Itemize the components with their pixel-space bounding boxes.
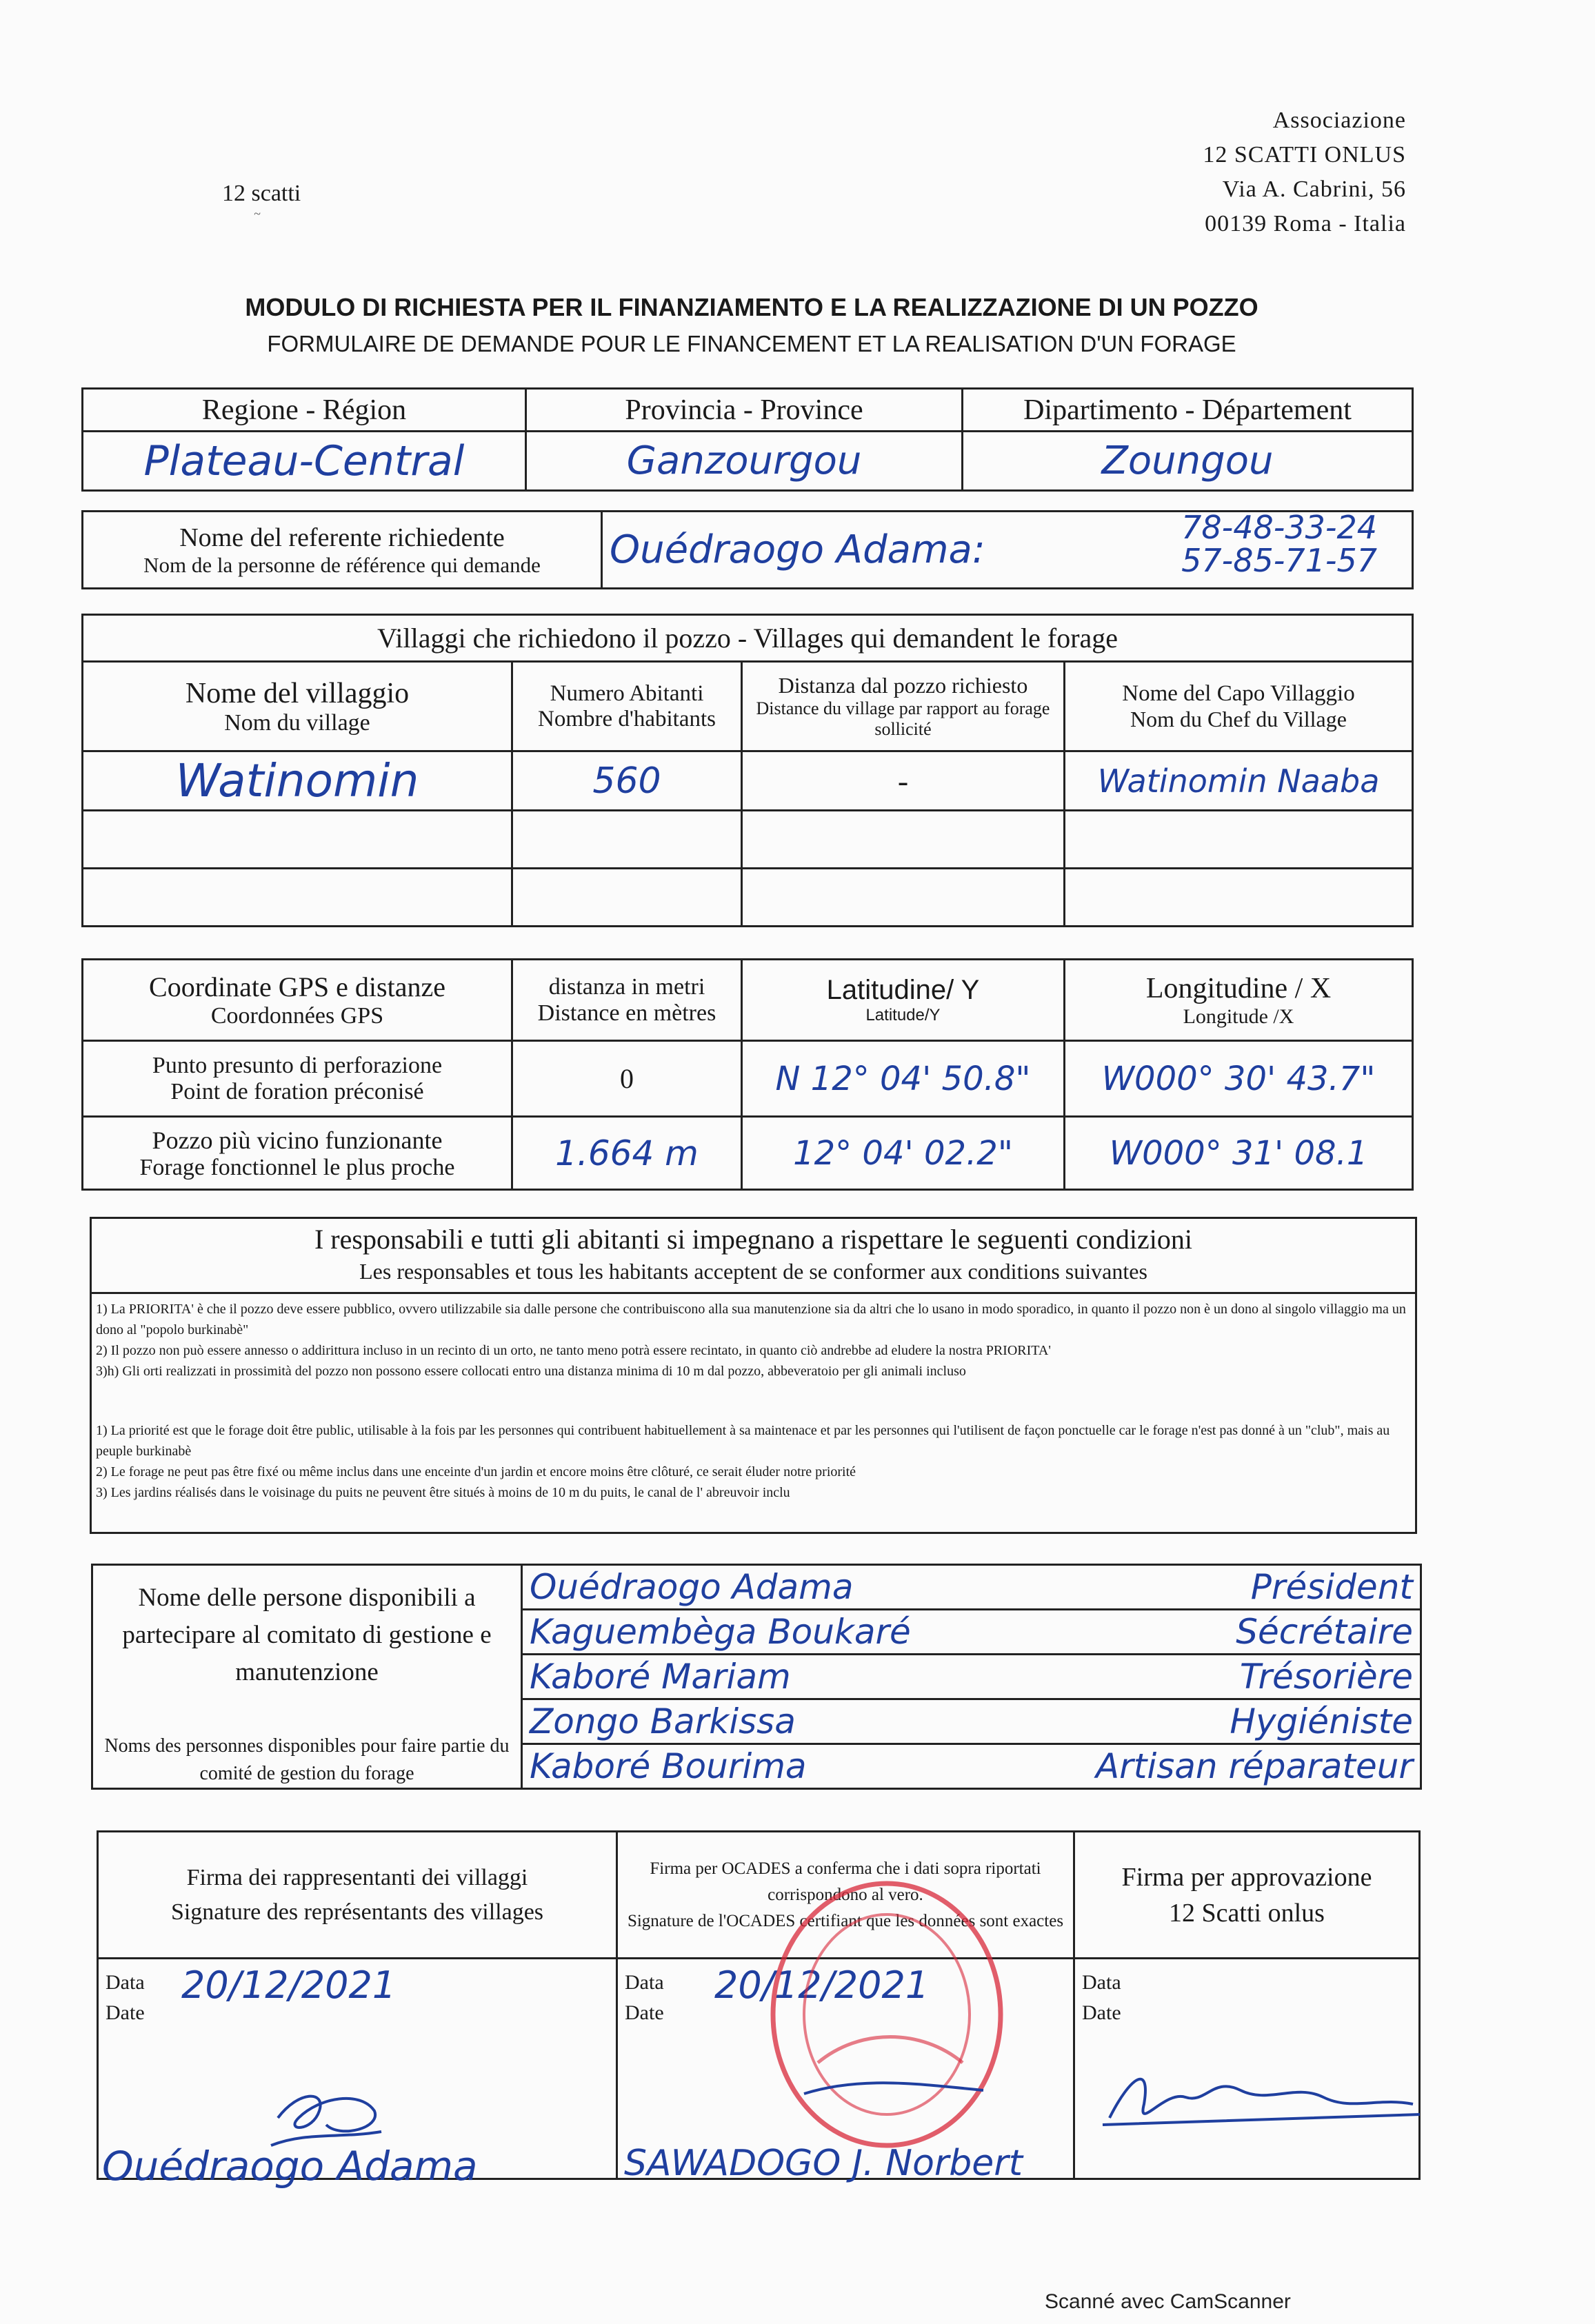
gps-longitude: W000° 31' 08.1 [1065, 1117, 1413, 1190]
table-row [83, 1041, 1413, 1117]
village-name-header-it: Nome del villaggio [185, 677, 410, 709]
committee-member-name: Kaboré Bourima [530, 1746, 807, 1786]
gps-header-it: Coordinate GPS e distanze [149, 971, 445, 1002]
sig-date-2: 20/12/2021 [714, 1963, 930, 2007]
address-line-1: Associazione [1272, 108, 1406, 133]
condition-fr-2: 2) Le forage ne peut pas être fixé ou même inclus dans une enceinte d'un jardin et encore moins être clôturé, ce serait éluder notre priorité [96, 1464, 856, 1479]
sig-col3-header [1074, 1832, 1420, 1959]
address-line-4: 00139 Roma - Italia [1205, 211, 1406, 236]
village-inhabitants: 560 [512, 751, 742, 811]
sig-col2-it: Firma per OCADES a conferma che i dati sopra riportati corrispondono al vero. [650, 1859, 1041, 1904]
condition-it-1: 1) La PRIORITA' è che il pozzo deve essere pubblico, ovvero utilizzabile sia dalle persone che contribuiscono alla sua manutenzione sia da altri che lo usano in modo sporadico, in quanto il pozzo non è un dono al singolo villaggio ma un dono al "popolo burkinabè" [96, 1302, 1406, 1337]
sig-col2-fr: Signature de l'OCADES certifiant que les données sont exactes [627, 1911, 1064, 1930]
gps-table [81, 958, 1414, 1191]
referent-label-fr: Nom de la personne de référence qui demande [143, 552, 541, 577]
committee-member-name: Kaguembèga Boukaré [530, 1612, 911, 1652]
gps-latitude: 12° 04' 02.2" [742, 1117, 1065, 1190]
longitude-header-fr: Longitude /X [1183, 1004, 1294, 1028]
committee-member-role: Président [1250, 1567, 1413, 1607]
signer-name-1: Ouédraogo Adama [102, 2143, 478, 2190]
latitude-header [742, 960, 1065, 1041]
address-line-2: 12 SCATTI ONLUS [1203, 142, 1406, 168]
village-name-header [83, 662, 512, 751]
data-label: Data [625, 1971, 664, 1994]
signature-mark [1089, 2049, 1434, 2145]
chief-header-fr: Nom du Chef du Village [1130, 706, 1347, 731]
referent-value-cell [602, 509, 1413, 589]
committee-label-fr: Noms des personnes disponibles pour faire partie du comité de gestion du forage [104, 1735, 510, 1784]
address-line-3: Via A. Cabrini, 56 [1222, 176, 1406, 202]
committee-member-role: Hygiéniste [1230, 1701, 1413, 1741]
gps-row-label-it: Punto presunto di perforazione [152, 1052, 443, 1078]
condition-fr-3: 3) Les jardins réalisés dans le voisinage du puits ne peuvent être situés à moins de 10 m du puits, le canal de l' abreuvoir inclu [96, 1485, 790, 1500]
signer-name-2: SAWADOGO J. Norbert [624, 2143, 1023, 2184]
sig-col1-header [98, 1832, 617, 1959]
village-distance: - [742, 751, 1065, 811]
committee-member [522, 1655, 1421, 1699]
date-label: Date [625, 2001, 664, 2024]
gps-row-label [83, 1041, 512, 1117]
distance-header-fr: Distance du village par rapport au forage sollicité [756, 698, 1050, 739]
department-label: Dipartimento - Département [963, 389, 1413, 432]
location-table [81, 387, 1414, 492]
chief-header-it: Nome del Capo Villaggio [1122, 680, 1355, 706]
referent-table [81, 510, 1414, 589]
conditions-title-fr: Les responsables et tous les habitants acceptent de se conformer aux conditions suivantes [359, 1259, 1147, 1284]
province-value: Ganzourgou [526, 432, 963, 491]
address-block [1203, 103, 1406, 241]
committee-member [522, 1744, 1421, 1789]
conditions-box [90, 1217, 1417, 1534]
gps-distance: 1.664 m [512, 1117, 742, 1190]
referent-phone-1: 78-48-33-24 [1181, 509, 1377, 546]
sig-date-1: 20/12/2021 [181, 1963, 397, 2007]
chief-header [1065, 662, 1413, 751]
longitude-header [1065, 960, 1413, 1041]
longitude-header-it: Longitudine / X [1145, 972, 1332, 1004]
sig-col1-it: Firma dei rappresentanti dei villaggi [186, 1864, 528, 1890]
gps-row-label-it: Pozzo più vicino funzionante [152, 1126, 443, 1154]
committee-table [91, 1564, 1422, 1790]
gps-header-fr: Coordonnées GPS [210, 1003, 384, 1029]
committee-member-name: Zongo Barkissa [530, 1701, 796, 1741]
committee-member-role: Artisan réparateur [1095, 1746, 1413, 1786]
village-chief: Watinomin Naaba [1065, 751, 1413, 811]
data-label: Data [1082, 1971, 1121, 1994]
table-row [83, 1117, 1413, 1190]
condition-fr-1: 1) La priorité est que le forage doit être public, utilisable à la fois par les personnes qui contribuent habituellement à sa maintenace et par les personnes qui l'utilisent de façon ponctuelle car le forage n'est pas donné à un "club", mais au peuple burkinabè [96, 1423, 1390, 1459]
villages-table [81, 614, 1414, 927]
distance-header [742, 662, 1065, 751]
conditions-fr [96, 1420, 1411, 1503]
sig-col1-fr: Signature des représentants des villages [170, 1899, 544, 1925]
table-row [83, 811, 1413, 869]
committee-member [522, 1699, 1421, 1744]
signatures-table [97, 1830, 1421, 2180]
referent-value: Ouédraogo Adama: [610, 527, 985, 572]
inhabitants-header-it: Numero Abitanti [550, 680, 704, 706]
date-label: Date [106, 2001, 145, 2024]
gps-latitude: N 12° 04' 50.8" [742, 1041, 1065, 1117]
inhabitants-header [512, 662, 742, 751]
committee-member [522, 1610, 1421, 1655]
gps-distance-header-fr: Distance en mètres [537, 1000, 716, 1026]
committee-label [92, 1565, 522, 1789]
form-title-it: MODULO DI RICHIESTA PER IL FINANZIAMENTO E LA REALIZZAZIONE DI UN POZZO [245, 293, 1258, 321]
sig-col3-org: 12 Scatti onlus [1169, 1898, 1325, 1928]
scanner-footer: Scanné avec CamScanner [1045, 2290, 1291, 2313]
logo: 12 scatti ~ [222, 181, 301, 221]
village-name: Watinomin [83, 751, 512, 811]
gps-longitude: W000° 30' 43.7" [1065, 1041, 1413, 1117]
ocades-stamp-icon [763, 1856, 1011, 2159]
conditions-it [96, 1299, 1411, 1382]
condition-it-3: 3)h) Gli orti realizzati in prossimità del pozzo non possono essere collocati entro una distanza minima di 10 m dal pozzo, abbeveratoio per gli animali incluso [96, 1364, 966, 1379]
gps-distance: 0 [512, 1041, 742, 1117]
logo-text: 12 scatti [222, 181, 301, 206]
table-row [83, 751, 1413, 811]
gps-row-label-fr: Forage fonctionnel le plus proche [139, 1154, 455, 1180]
region-value: Plateau-Central [83, 432, 526, 491]
committee-member-name: Kaboré Mariam [530, 1657, 791, 1697]
sig-col3-it: Firma per approvazione [1121, 1862, 1372, 1892]
province-label: Provincia - Province [526, 389, 963, 432]
villages-title: Villaggi che richiedono il pozzo - Villages qui demandent le forage [83, 615, 1413, 662]
data-label: Data [106, 1971, 145, 1994]
latitude-header-fr: Latitude/Y [865, 1006, 941, 1024]
table-row [83, 869, 1413, 927]
department-value: Zoungou [963, 432, 1413, 491]
referent-phones [1181, 511, 1377, 577]
gps-distance-header [512, 960, 742, 1041]
region-label: Regione - Région [83, 389, 526, 432]
form-title-fr: FORMULAIRE DE DEMANDE POUR LE FINANCEMENT ET LA REALISATION D'UN FORAGE [267, 331, 1236, 356]
village-name-header-fr: Nom du village [224, 709, 370, 736]
gps-row-label [83, 1117, 512, 1190]
gps-row-label-fr: Point de foration préconisé [170, 1078, 424, 1104]
committee-member-role: Trésorière [1239, 1657, 1413, 1697]
committee-member [522, 1565, 1421, 1610]
committee-member-name: Ouédraogo Adama [530, 1567, 854, 1607]
gps-header [83, 960, 512, 1041]
committee-member-role: Sécrétaire [1236, 1612, 1413, 1652]
date-label: Date [1082, 2001, 1121, 2024]
divider [92, 1292, 1415, 1294]
referent-label [83, 512, 602, 589]
sig-col3-body [1074, 1959, 1420, 2179]
referent-phone-2: 57-85-71-57 [1181, 542, 1377, 579]
condition-it-2: 2) Il pozzo non può essere annesso o addirittura incluso in un recinto di un orto, ne tanto meno potrà essere recintato, in quanto ciò andrebbe ad eludere la nostra PRIORITA' [96, 1343, 1051, 1358]
inhabitants-header-fr: Nombre d'habitants [538, 706, 716, 731]
committee-label-it: Nome delle persone disponibili a partecipare al comitato di gestione e manutenzione [122, 1584, 492, 1686]
latitude-header-it: Latitudine/ Y [826, 975, 980, 1005]
conditions-title-it: I responsabili e tutti gli abitanti si impegnano a rispettare le seguenti condizioni [314, 1224, 1192, 1255]
referent-label-it: Nome del referente richiedente [179, 523, 505, 552]
gps-distance-header-it: distanza in metri [548, 973, 705, 1000]
distance-header-it: Distanza dal pozzo richiesto [778, 673, 1028, 698]
